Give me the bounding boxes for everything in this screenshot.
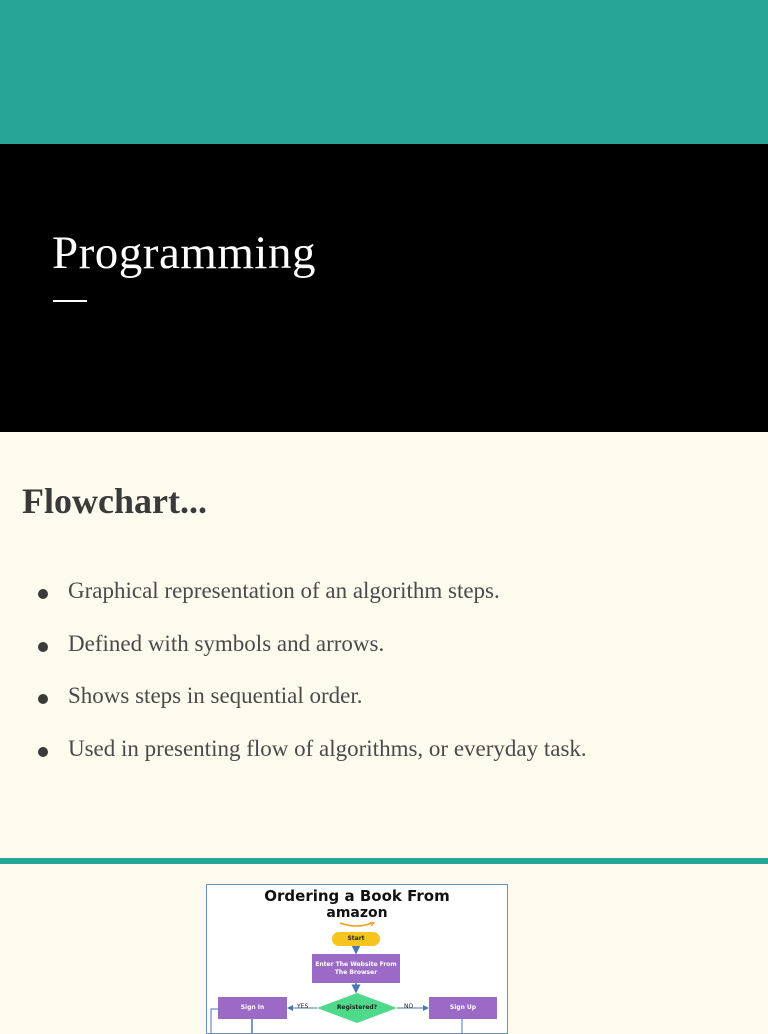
bullet-item <box>34 631 587 684</box>
bullet-item <box>34 578 587 631</box>
yes-label: YES <box>297 1003 309 1010</box>
bullet-icon <box>38 747 48 757</box>
header-accent-band <box>0 0 768 144</box>
start-terminal: Start <box>332 932 380 946</box>
section-heading: Flowchart... <box>22 481 207 521</box>
bullet-text: Shows steps in sequential order. <box>68 683 363 708</box>
bullet-text: Defined with symbols and arrows. <box>68 630 385 656</box>
bullet-icon <box>38 589 48 599</box>
bullet-item <box>34 683 587 736</box>
bullet-text: Used in presenting flow of algorithms, or everyday task. <box>68 735 587 761</box>
bullet-icon <box>38 642 48 652</box>
flowchart-image <box>206 884 508 1034</box>
sign-up-step: Sign Up <box>429 997 497 1019</box>
decision-label: Registered? <box>336 1004 378 1011</box>
title-underline <box>53 300 87 302</box>
bullet-list <box>34 578 587 788</box>
bullet-text: Graphical representation of an algorithm steps. <box>68 578 500 603</box>
flowchart-title: Ordering a Book From <box>264 887 450 905</box>
no-label: NO <box>404 1003 414 1010</box>
slide-title: Programming <box>52 227 316 279</box>
amazon-smile-icon <box>334 922 380 928</box>
enter-website-step: Enter The Website From The Browser <box>312 954 400 983</box>
title-banner <box>0 144 768 432</box>
amazon-logo: amazon <box>326 905 388 921</box>
sign-in-step: Sign In <box>218 997 287 1019</box>
bullet-item <box>34 736 587 789</box>
bullet-icon <box>38 694 48 704</box>
registered-decision <box>317 993 397 1023</box>
